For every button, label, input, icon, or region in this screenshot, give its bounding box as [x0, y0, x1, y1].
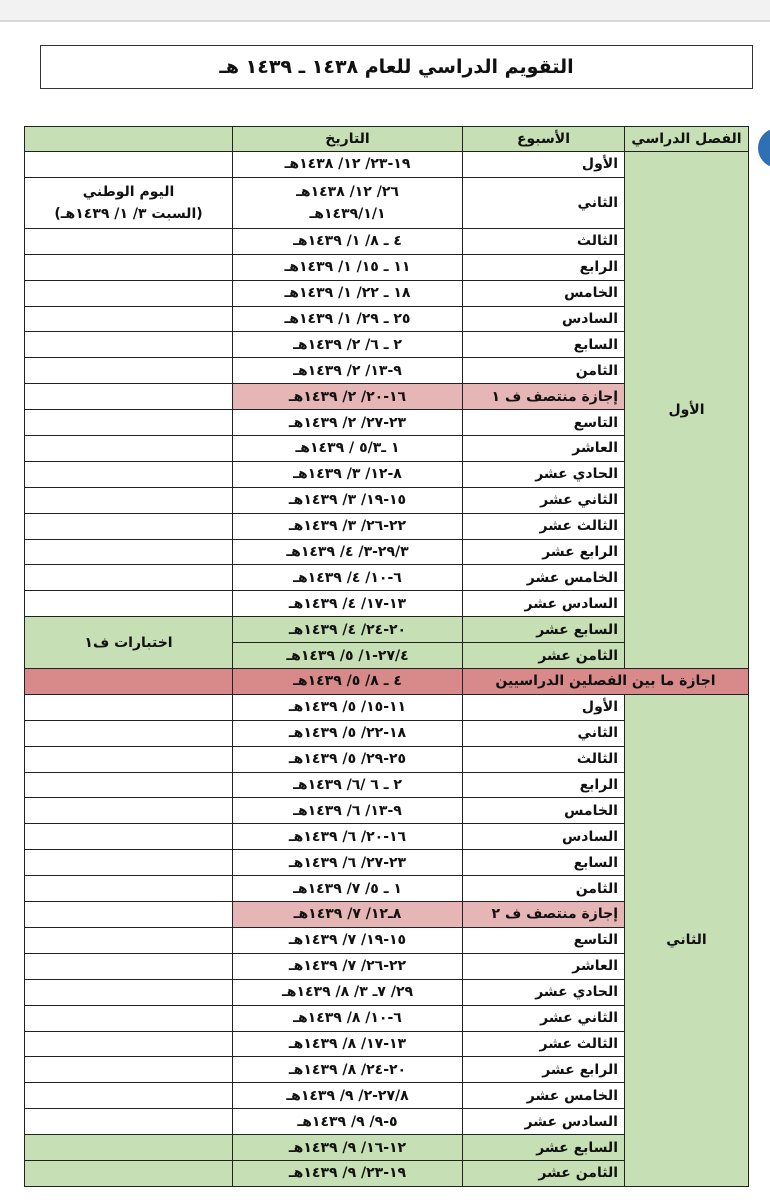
note-cell [25, 1031, 233, 1057]
note-cell [25, 798, 233, 824]
note-line: (السبت ٣/ ١/ ١٤٣٩هـ) [54, 205, 203, 222]
break-row [25, 669, 749, 695]
date-cell: ١ ـ٥/٣ / ١٤٣٩هـ [233, 436, 463, 462]
week-cell: إجازة منتصف ف ١ [463, 384, 625, 410]
term-label: الأول [625, 152, 749, 669]
date-cell: ٢ ـ ٦ /٦/ ١٤٣٩هـ [233, 772, 463, 798]
date-cell: ٢٥ ـ ٢٩/ ١/ ١٤٣٩هـ [233, 306, 463, 332]
table-row [25, 152, 749, 178]
top-bar [0, 0, 770, 22]
week-cell: التاسع [463, 410, 625, 436]
date-cell: ١٩-٢٣/ ٩/ ١٤٣٩هـ [233, 1160, 463, 1186]
note-cell [25, 772, 233, 798]
note-cell [25, 461, 233, 487]
week-cell: الثامن عشر [463, 643, 625, 669]
note-cell [25, 1160, 233, 1186]
date-cell: ٢٣-٢٧/ ٦/ ١٤٣٩هـ [233, 850, 463, 876]
note-cell [25, 927, 233, 953]
week-cell: الرابع عشر [463, 1057, 625, 1083]
date-cell: ١٥-١٩/ ٣/ ١٤٣٩هـ [233, 487, 463, 513]
national-day-note [25, 177, 233, 228]
date-cell: ١٢-١٦/ ٩/ ١٤٣٩هـ [233, 1135, 463, 1161]
week-cell: الثاني عشر [463, 1005, 625, 1031]
date-cell: ١٣-١٧/ ٨/ ١٤٣٩هـ [233, 1031, 463, 1057]
week-cell: التاسع [463, 927, 625, 953]
note-cell [25, 1083, 233, 1109]
header-row [25, 127, 749, 152]
date-cell: ٢٢-٢٦/ ٧/ ١٤٣٩هـ [233, 953, 463, 979]
note-cell [25, 953, 233, 979]
week-cell: الرابع [463, 772, 625, 798]
week-cell: الخامس [463, 280, 625, 306]
date-cell: ١٣-١٧/ ٤/ ١٤٣٩هـ [233, 591, 463, 617]
week-cell: الثامن [463, 358, 625, 384]
date-cell: ٥-٩/ ٩/ ١٤٣٩هـ [233, 1109, 463, 1135]
week-cell: السادس [463, 824, 625, 850]
week-cell: السابع [463, 332, 625, 358]
date-line: ١٤٣٩/١/١هـ [309, 205, 386, 222]
side-tab[interactable] [758, 128, 770, 168]
note-cell [25, 1109, 233, 1135]
note-cell [25, 979, 233, 1005]
date-cell: ١٨-٢٢/ ٥/ ١٤٣٩هـ [233, 720, 463, 746]
note-cell [25, 306, 233, 332]
note-cell [25, 280, 233, 306]
week-cell: الثالث [463, 228, 625, 254]
note-cell [25, 694, 233, 720]
date-cell: ٢ ـ ٦/ ٢/ ١٤٣٩هـ [233, 332, 463, 358]
week-cell: السابع [463, 850, 625, 876]
week-cell: السادس عشر [463, 1109, 625, 1135]
term-label: الثاني [625, 694, 749, 1186]
week-cell: الثاني [463, 177, 625, 228]
note-cell [25, 824, 233, 850]
table-row [25, 694, 749, 720]
date-cell: ١٨ ـ ٢٢/ ١/ ١٤٣٩هـ [233, 280, 463, 306]
week-cell: إجازة منتصف ف ٢ [463, 902, 625, 928]
date-cell: ٢٩/٣-٣/ ٤/ ١٤٣٩هـ [233, 539, 463, 565]
note-cell [25, 487, 233, 513]
date-cell: ٨-١٢/ ٣/ ١٤٣٩هـ [233, 461, 463, 487]
date-cell: ١٦-٢٠/ ٢/ ١٤٣٩هـ [233, 384, 463, 410]
note-cell [25, 332, 233, 358]
week-cell: الثالث عشر [463, 513, 625, 539]
week-cell: الخامس [463, 798, 625, 824]
note-cell [25, 876, 233, 902]
note-cell [25, 254, 233, 280]
calendar-table [24, 126, 749, 1187]
note-cell [25, 1057, 233, 1083]
note-cell [25, 410, 233, 436]
week-cell: العاشر [463, 436, 625, 462]
date-cell: ٢٢-٢٦/ ٣/ ١٤٣٩هـ [233, 513, 463, 539]
date-cell: ٩-١٣/ ٢/ ١٤٣٩هـ [233, 358, 463, 384]
date-cell: ٢٧/٤-١/ ٥/ ١٤٣٩هـ [233, 643, 463, 669]
note-line: اليوم الوطني [82, 183, 175, 200]
week-cell: الثامن عشر [463, 1160, 625, 1186]
note-cell [25, 850, 233, 876]
date-cell: ١١ ـ ١٥/ ١/ ١٤٣٩هـ [233, 254, 463, 280]
date-cell: ١٥-١٩/ ٧/ ١٤٣٩هـ [233, 927, 463, 953]
week-cell: الخامس عشر [463, 565, 625, 591]
note-cell [25, 1005, 233, 1031]
exams-note: اختبارات ف١ [25, 617, 233, 669]
week-cell: الثاني عشر [463, 487, 625, 513]
break-label: اجازة ما بين الفصلين الدراسيين [463, 669, 749, 695]
date-cell: ٨ـ١٢/ ٧/ ١٤٣٩هـ [233, 902, 463, 928]
note-cell [25, 669, 233, 695]
note-cell [25, 1135, 233, 1161]
week-cell: السابع عشر [463, 617, 625, 643]
week-cell: الأول [463, 694, 625, 720]
week-cell: السادس عشر [463, 591, 625, 617]
date-cell: ٢٩/ ٧ـ ٣/ ٨/ ١٤٣٩هـ [233, 979, 463, 1005]
week-cell: الثالث عشر [463, 1031, 625, 1057]
note-cell [25, 591, 233, 617]
note-cell [25, 513, 233, 539]
week-cell: الحادي عشر [463, 461, 625, 487]
date-cell: ١٩-٢٣/ ١٢/ ١٤٣٨هـ [233, 152, 463, 178]
date-cell: ١١-١٥/ ٥/ ١٤٣٩هـ [233, 694, 463, 720]
note-cell [25, 902, 233, 928]
header-week: الأسبوع [463, 127, 625, 152]
date-cell: ١٦-٢٠/ ٦/ ١٤٣٩هـ [233, 824, 463, 850]
date-cell: ٢٠-٢٤/ ٤/ ١٤٣٩هـ [233, 617, 463, 643]
note-cell [25, 436, 233, 462]
date-cell [233, 177, 463, 228]
week-cell: الخامس عشر [463, 1083, 625, 1109]
header-date: التاريخ [233, 127, 463, 152]
note-cell [25, 384, 233, 410]
week-cell: العاشر [463, 953, 625, 979]
note-cell [25, 228, 233, 254]
week-cell: الثالث [463, 746, 625, 772]
date-cell: ٢٥-٢٩/ ٥/ ١٤٣٩هـ [233, 746, 463, 772]
date-cell: ٦-١٠/ ٤/ ١٤٣٩هـ [233, 565, 463, 591]
note-cell [25, 746, 233, 772]
date-cell: ٦-١٠/ ٨/ ١٤٣٩هـ [233, 1005, 463, 1031]
note-cell [25, 720, 233, 746]
date-cell: ٢٣-٢٧/ ٢/ ١٤٣٩هـ [233, 410, 463, 436]
week-cell: السابع عشر [463, 1135, 625, 1161]
week-cell: الرابع عشر [463, 539, 625, 565]
date-cell: ١ ـ ٥/ ٧/ ١٤٣٩هـ [233, 876, 463, 902]
note-cell [25, 358, 233, 384]
date-cell: ٢٧/٨-٢/ ٩/ ١٤٣٩هـ [233, 1083, 463, 1109]
note-cell [25, 565, 233, 591]
header-term: الفصل الدراسي [625, 127, 749, 152]
week-cell: الثاني [463, 720, 625, 746]
week-cell: السادس [463, 306, 625, 332]
date-cell: ٩-١٣/ ٦/ ١٤٣٩هـ [233, 798, 463, 824]
date-cell: ٤ ـ ٨/ ١/ ١٤٣٩هـ [233, 228, 463, 254]
week-cell: الرابع [463, 254, 625, 280]
note-cell [25, 152, 233, 178]
week-cell: الحادي عشر [463, 979, 625, 1005]
week-cell: الثامن [463, 876, 625, 902]
date-line: ٢٦/ ١٢/ ١٤٣٨هـ [296, 183, 399, 200]
header-note [25, 127, 233, 152]
date-cell: ٢٠-٢٤/ ٨/ ١٤٣٩هـ [233, 1057, 463, 1083]
note-cell [25, 539, 233, 565]
break-date: ٤ ـ ٨/ ٥/ ١٤٣٩هـ [233, 669, 463, 695]
page-title: التقويم الدراسي للعام ١٤٣٨ ـ ١٤٣٩ هـ [40, 45, 753, 89]
week-cell: الأول [463, 152, 625, 178]
